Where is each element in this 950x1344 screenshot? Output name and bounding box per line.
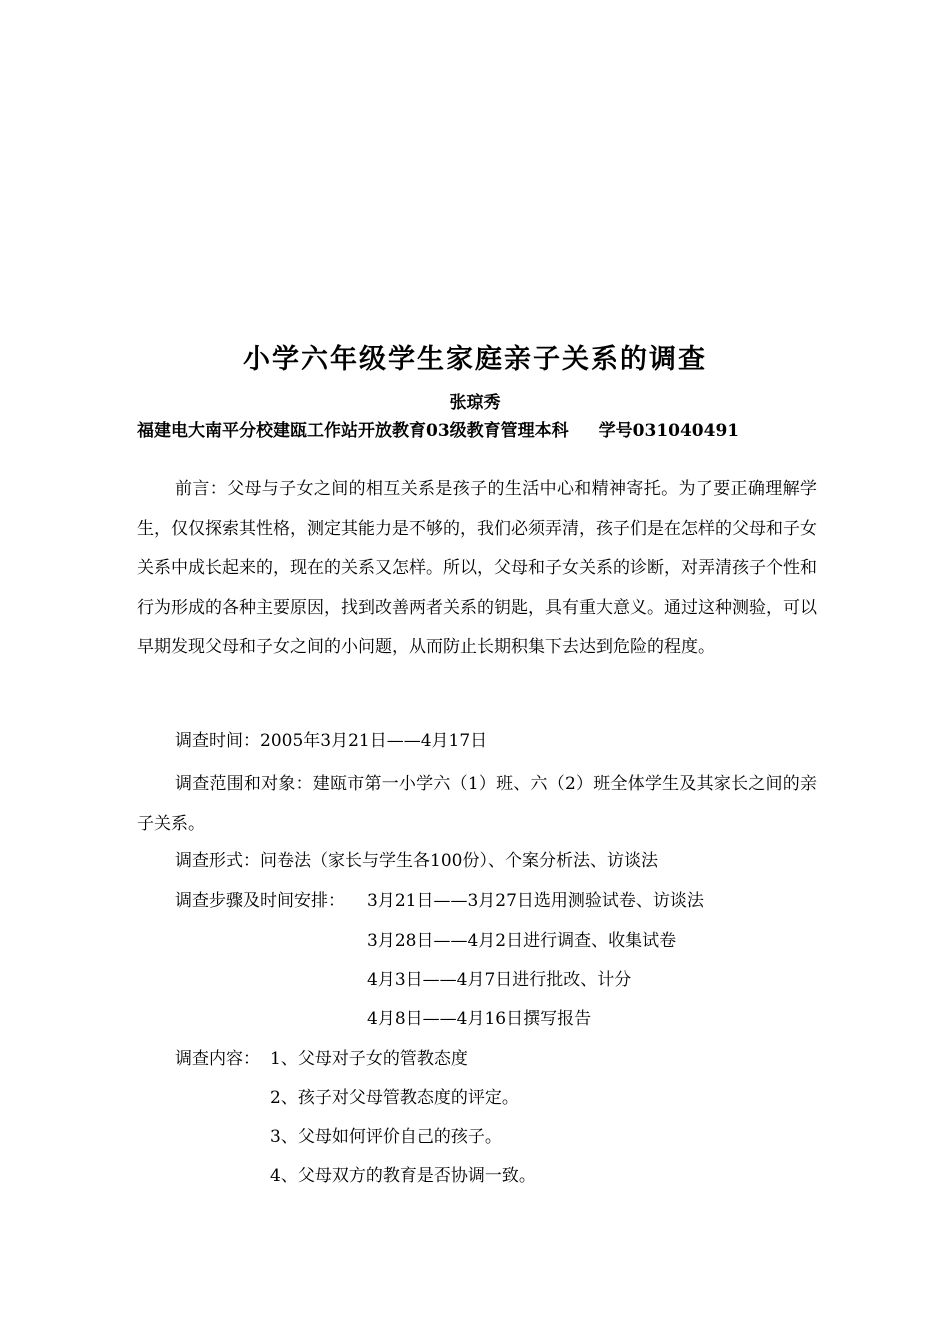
- content-item: 4、父母双方的教育是否协调一致。: [270, 1166, 536, 1186]
- content-item: 2、孩子对父母管教态度的评定。: [270, 1088, 519, 1108]
- content-label: 调查内容：: [175, 1049, 260, 1069]
- document-title: 小学六年级学生家庭亲子关系的调查: [243, 344, 707, 375]
- schedule-item: 3月21日——3月27日选用测验试卷、访谈法: [367, 891, 704, 911]
- schedule-label: 调查步骤及时间安排：: [175, 891, 345, 911]
- schedule-item: 3月28日——4月2日进行调查、收集试卷: [367, 931, 677, 951]
- author-affiliation-line: [137, 418, 837, 444]
- survey-time: 调查时间：2005年3月21日——4月17日: [175, 731, 488, 751]
- survey-form: 调查形式：问卷法（家长与学生各100份）、个案分析法、访谈法: [175, 851, 658, 871]
- survey-scope: 调查范围和对象：建瓯市第一小学六（1）班、六（2）班全体学生及其家长之间的亲子关系。: [137, 774, 817, 834]
- author-name: 张琼秀: [449, 393, 501, 413]
- content-item: 3、父母如何评价自己的孩子。: [270, 1127, 502, 1147]
- affiliation-text: 福建电大南平分校建瓯工作站开放教育03级教育管理本科: [137, 421, 569, 441]
- schedule-item: 4月3日——4月7日进行批改、计分: [367, 970, 632, 990]
- intro-paragraph: 前言：父母与子女之间的相互关系是孩子的生活中心和精神寄托。为了要正确理解学生，仅仅探索其性格，测定其能力是不够的，我们必须弄清，孩子们是在怎样的父母和子女关系中成长起来的，现在的关系又怎样。所以，父母和子女关系的诊断，对弄清孩子个性和行为形成的各种主要原因，找到改善两者关系的钥匙，具有重大意义。通过这种测验，可以早期发现父母和子女之间的小问题，从而防止长期积集下去达到危险的程度。: [137, 479, 817, 657]
- schedule-item: 4月8日——4月16日撰写报告: [367, 1009, 592, 1029]
- content-item: 1、父母对子女的管教态度: [270, 1049, 468, 1069]
- student-id: 学号031040491: [598, 421, 740, 441]
